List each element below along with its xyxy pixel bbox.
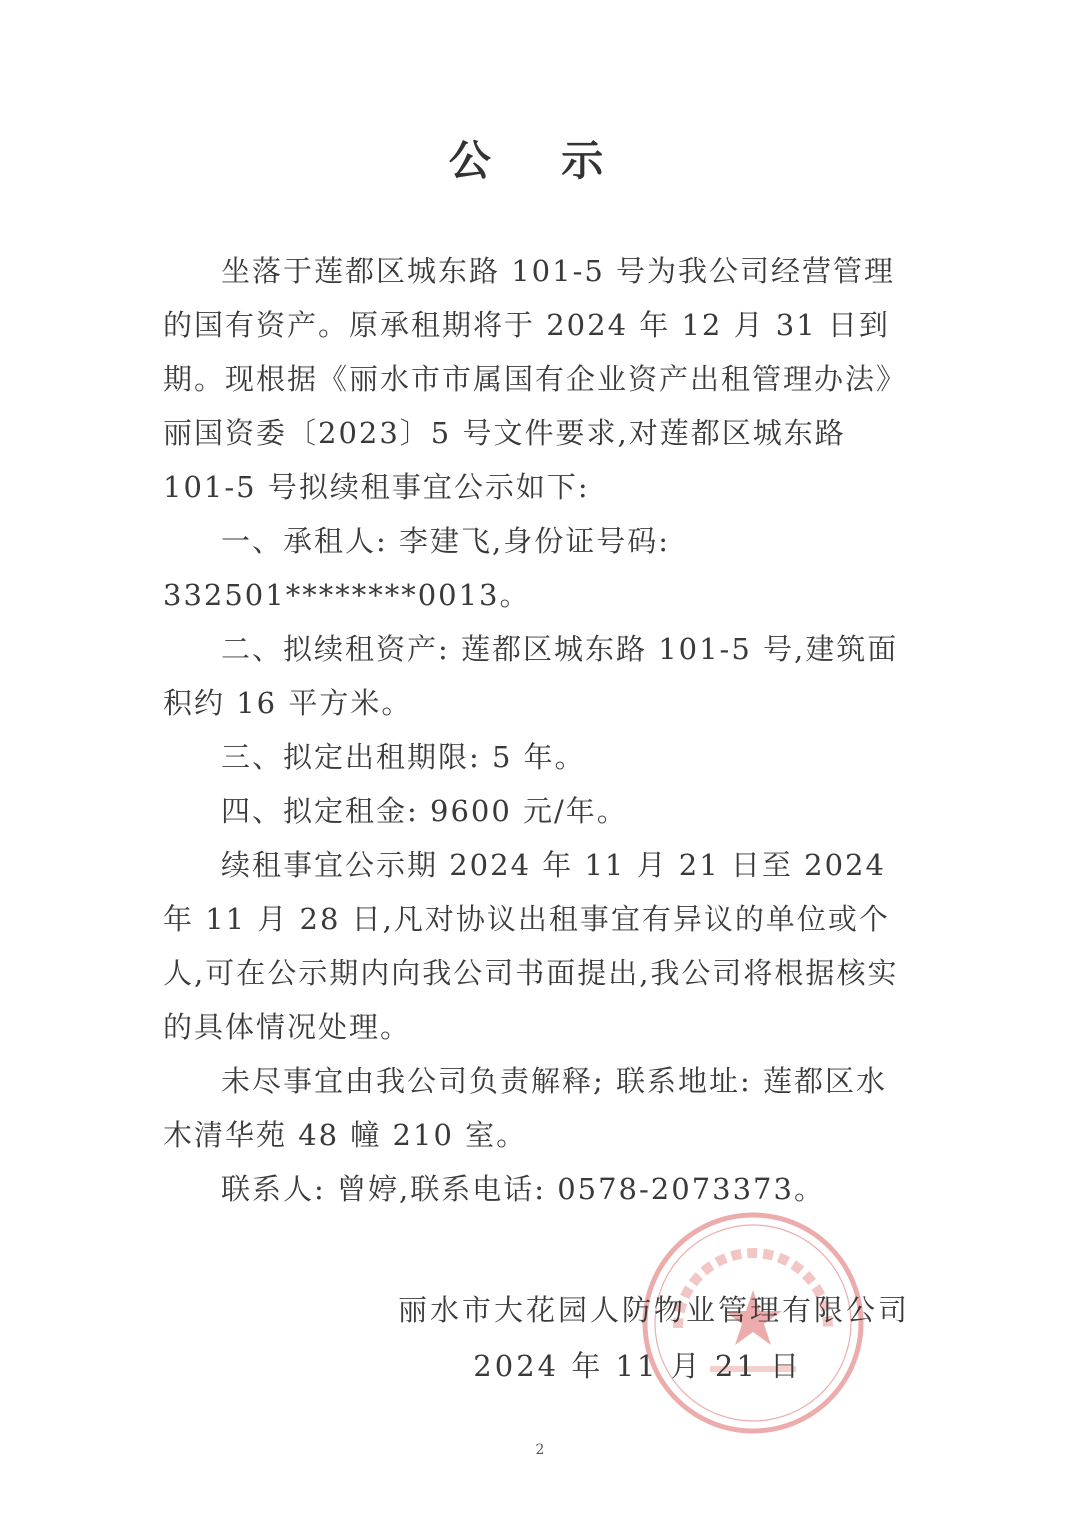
paragraph-rent: 四、拟定租金: 9600 元/年。	[221, 794, 628, 828]
page-number: 2	[535, 1442, 545, 1458]
document-title: 公 示	[448, 136, 632, 185]
paragraph-asset: 二、拟续租资产: 莲都区城东路 101-5 号,建筑面积约 16 平方米。	[163, 632, 899, 720]
paragraph-address: 未尽事宜由我公司负责解释; 联系地址: 莲都区水木清华苑 48 幢 210 室。	[163, 1064, 887, 1152]
signature-company: 丽水市大花园人防物业管理有限公司	[397, 1293, 910, 1327]
paragraph-lessee: 一、承租人: 李建飞,身份证号码: 332501********0013。	[163, 524, 670, 612]
paragraph-term: 三、拟定出租期限: 5 年。	[221, 740, 586, 774]
document-body	[163, 244, 913, 1216]
paragraph-contact: 联系人: 曾婷,联系电话: 0578-2073373。	[221, 1172, 825, 1206]
signature-date: 2024 年 11 月 21 日	[473, 1349, 802, 1383]
paragraph-intro: 坐落于莲都区城东路 101-5 号为我公司经营管理的国有资产。原承租期将于 2024 年 12 月 31 日到期。现根据《丽水市市属国有企业资产出租管理办法》丽国资委〔2023〕5 号文件要求,对莲都区城东路 101-5 号拟续租事宜公示如下:	[163, 254, 908, 504]
paragraph-notice-period: 续租事宜公示期 2024 年 11 月 21 日至 2024 年 11 月 28 日,凡对协议出租事宜有异议的单位或个人,可在公示期内向我公司书面提出,我公司将根据核实的具体情况处理。	[163, 848, 899, 1044]
signature-block	[0, 1282, 910, 1394]
